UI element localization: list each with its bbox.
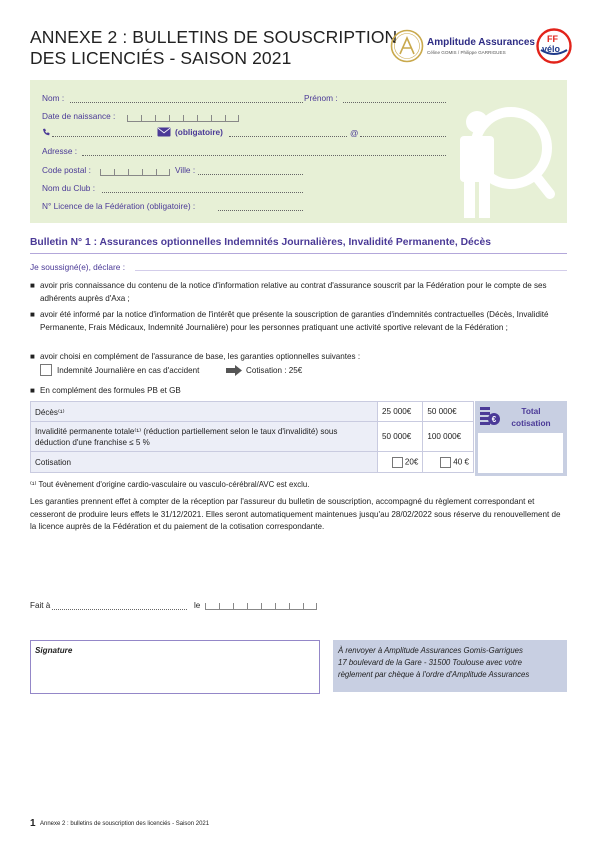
total-cotisation-label: Total cotisation: [511, 406, 551, 428]
declaration-intro: Je soussigné(e), déclare :: [30, 262, 126, 272]
page-title: [30, 27, 397, 69]
email-icon: [157, 127, 171, 137]
bullet-text: avoir choisi en complément de l'assurance de base, les garanties optionnelles suivantes :: [40, 352, 361, 361]
row-label: Cotisation: [31, 452, 378, 473]
footer-text: Annexe 2 : bulletins de souscription des licenciés - Saison 2021: [40, 821, 210, 827]
ij-option-checkbox[interactable]: [40, 364, 52, 376]
amplitude-logo-icon: [390, 29, 424, 63]
label-nom: Nom :: [42, 93, 65, 103]
bullet-text: avoir pris connaissance du contenu de la notice d'information relative au contrat d'assurance souscrit par la Fédération pour le compte de ses adhérents auprès d'Axa ;: [40, 281, 547, 303]
brand-name: Amplitude Assurances: [427, 37, 535, 48]
divider: [30, 253, 567, 254]
arrow-right-icon: [226, 365, 242, 376]
label-date-naissance: Date de naissance :: [42, 111, 116, 121]
label-ville: Ville :: [175, 165, 196, 175]
effect-paragraph: Les garanties prennent effet à compter de la réception par l'assureur du bulletin de souscription, accompagné du règlement correspondant et cesseront de produire leurs effets le 31/12/2021. Elles seront automatiquement maintenues jusqu'au 28/02/2022 sous réserve du renouvellement de la licence auprès de la Fédération et du paiement de la cotisation correspondante.: [30, 497, 561, 531]
bullet-text: avoir été informé par la notice d'information de l'intérêt que présente la souscription de garanties d'indemnités contractuelles (Décès, Invalidité Permanente, Frais Médicaux, Indemnité Journalière) pour les personnes pratiquant une activité sportive relevant de la Fédération ;: [40, 310, 549, 332]
ffvelo-logo-text-1: FF: [547, 34, 558, 44]
send-line: À renvoyer à Amplitude Assurances Gomis-Garrigues: [338, 646, 523, 655]
field-fait-a[interactable]: [52, 609, 187, 610]
field-telephone[interactable]: [52, 136, 152, 137]
option-gb-price: 40 €: [453, 457, 469, 467]
coverage-table: [30, 401, 474, 473]
bullet-icon: ■: [30, 281, 35, 290]
bullet-icon: ■: [30, 310, 35, 319]
field-email-domain[interactable]: [360, 136, 446, 137]
field-nom[interactable]: [70, 102, 303, 103]
field-licence[interactable]: [218, 210, 303, 211]
ij-option-label: Indemnité Journalière en cas d'accident: [57, 366, 200, 375]
page-number: 1: [30, 818, 36, 829]
option-pb-price: 20€: [404, 457, 419, 467]
coins-euro-icon: [479, 406, 501, 426]
send-address: [338, 645, 529, 681]
field-ville[interactable]: [198, 174, 303, 175]
bullet-item: [30, 279, 566, 305]
label-licence: N° Licence de la Fédération (obligatoire) :: [42, 201, 196, 211]
bullet-item: [30, 308, 566, 334]
label-email-obligatoire: (obligatoire): [175, 127, 223, 137]
field-date-naissance[interactable]: [127, 112, 239, 122]
ij-cotisation: Cotisation : 25€: [246, 366, 303, 375]
divider: [135, 270, 567, 271]
label-fait-a: Fait à: [30, 601, 51, 610]
person-search-icon: [440, 92, 555, 220]
option-gb-value: 50 000€: [423, 402, 474, 422]
signature-label: Signature: [35, 646, 73, 655]
label-code-postal: Code postal :: [42, 165, 91, 175]
table-row: [31, 422, 474, 452]
field-adresse[interactable]: [82, 155, 446, 156]
row-label: Invalidité permanente totale⁽¹⁾ (réduction partiellement selon le taux d'invalidité) sous déduction d'une franchise ≤ 5 %: [31, 422, 378, 452]
bullet-text: En complément des formules PB et GB: [40, 386, 181, 395]
brand-subtitle: Céline GOMIS / Philippe GARRIGUES: [427, 50, 506, 55]
field-prenom[interactable]: [343, 102, 446, 103]
title-line-2: DES LICENCIÉS - SAISON 2021: [30, 48, 292, 68]
option-pb-value: 50 000€: [378, 422, 423, 452]
bullet-icon: ■: [30, 386, 35, 395]
total-cotisation-field[interactable]: [478, 433, 563, 473]
svg-text:€: €: [491, 415, 497, 424]
table-row: [31, 452, 474, 473]
signature-box[interactable]: [30, 640, 320, 694]
send-line: règlement par chèque à l'ordre d'Amplitude Assurances: [338, 670, 530, 679]
bullet-item: [30, 384, 566, 397]
phone-icon: [42, 128, 50, 136]
label-prenom: Prénom :: [304, 93, 338, 103]
title-line-1: ANNEXE 2 : BULLETINS DE SOUSCRIPTION: [30, 27, 398, 47]
option-pb-checkbox[interactable]: [392, 457, 403, 468]
option-pb-cell: [378, 452, 423, 473]
ffvelo-logo-text-2: vélo: [542, 44, 561, 54]
option-pb-value: 25 000€: [378, 402, 423, 422]
option-gb-value: 100 000€: [423, 422, 474, 452]
row-label: Décès⁽¹⁾: [31, 402, 378, 422]
footnote: ⁽¹⁾ Tout évènement d'origine cardio-vasculaire ou vasculo-cérébral/AVC est exclu.: [30, 480, 310, 489]
table-row: [31, 402, 474, 422]
option-gb-cell: [423, 452, 474, 473]
option-gb-checkbox[interactable]: [440, 457, 451, 468]
label-le: le: [194, 601, 201, 610]
field-date-signature[interactable]: [205, 600, 317, 610]
bulletin-title: Bulletin N° 1 : Assurances optionnelles Indemnités Journalières, Invalidité Permanente, Décès: [30, 237, 491, 248]
label-nom-club: Nom du Club :: [42, 183, 96, 193]
field-code-postal[interactable]: [100, 166, 170, 176]
label-at: @: [350, 128, 359, 138]
send-line: 17 boulevard de la Gare - 31500 Toulouse avec votre: [338, 658, 522, 667]
label-adresse: Adresse :: [42, 146, 78, 156]
bullet-icon: ■: [30, 352, 35, 361]
bullet-item: [30, 350, 566, 363]
field-nom-club[interactable]: [102, 192, 303, 193]
field-email-user[interactable]: [229, 136, 347, 137]
